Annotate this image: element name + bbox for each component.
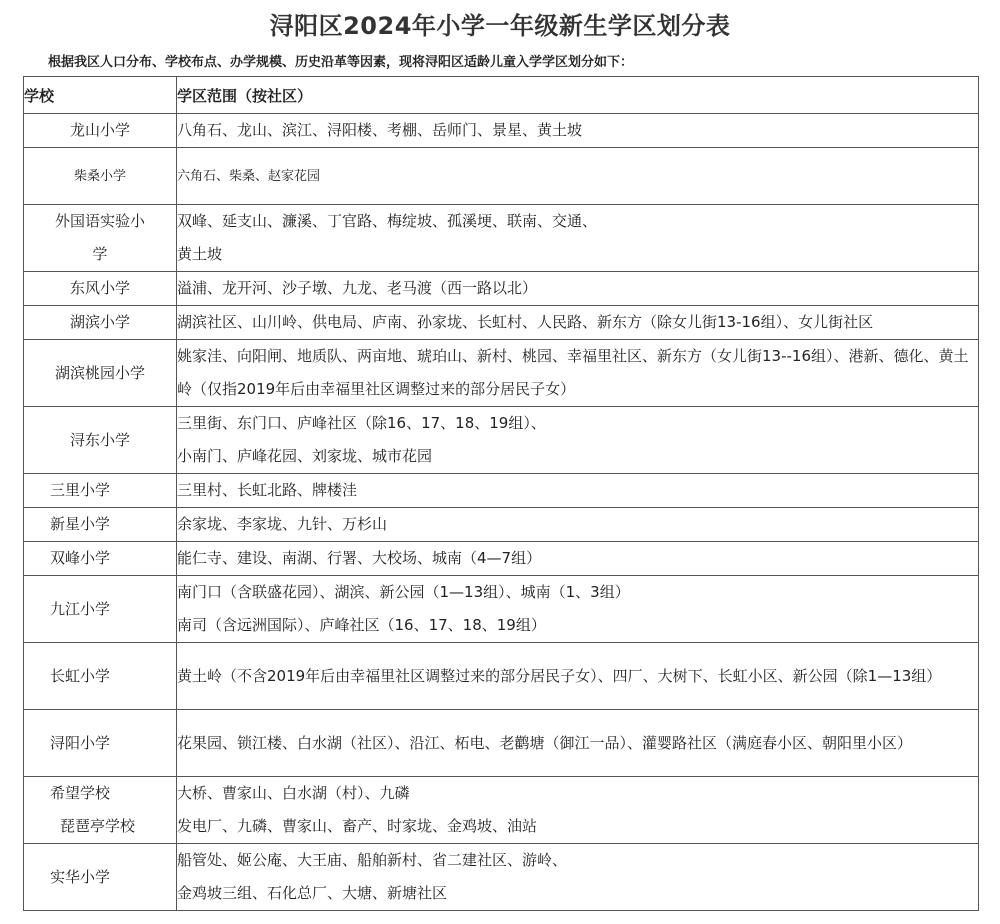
- range-text: 湖滨社区、山川岭、供电局、庐南、孙家垅、长虹村、人民路、新东方（除女儿街13-16组）、女儿街社区: [177, 313, 874, 331]
- school-cell: [24, 114, 177, 148]
- intro-text: 根据我区人口分布、学校布点、办学规模、历史沿革等因素，现将浔阳区适龄儿童入学学区划分如下：: [48, 55, 634, 70]
- school-cell: [24, 474, 177, 508]
- table-row: [24, 474, 979, 508]
- school-name: 九江小学: [50, 599, 111, 618]
- range-text: 三里街、东门口、庐峰社区（除16、17、18、19组）、: [177, 414, 546, 432]
- table-row: [24, 643, 979, 710]
- table-row: [24, 777, 979, 844]
- school-name: 长虹小学: [50, 666, 111, 685]
- table-row: [24, 508, 979, 542]
- range-cell: [177, 643, 979, 710]
- range-text: 溢浦、龙开河、沙子墩、九龙、老马渡（西一路以北）: [177, 279, 538, 297]
- range-cell: [177, 710, 979, 777]
- school-cell: [24, 508, 177, 542]
- range-text: 黄土岭（不含2019年后由幸福里社区调整过来的部分居民子女）、四厂、大树下、长虹小区、新公园（除1—13组）: [177, 666, 942, 685]
- school-name: 希望学校: [50, 784, 111, 802]
- header-range: 学区范围（按社区）: [177, 77, 979, 114]
- table-header-row: [24, 77, 979, 114]
- school-cell: [24, 272, 177, 306]
- school-district-table: [23, 76, 979, 911]
- school-name: 龙山小学: [69, 121, 130, 139]
- school-name: 外国语实验小: [54, 212, 145, 230]
- range-cell: [177, 407, 979, 474]
- range-cell: [177, 306, 979, 340]
- range-text: 姚家洼、向阳闸、地质队、两亩地、琥珀山、新村、桃园、幸福里社区、新东方（女儿街13--16组）、港新、德化、黄土岭（仅指2019年后由幸福里社区调整过来的部分居民子女）: [177, 347, 969, 398]
- table-row: [24, 710, 979, 777]
- school-name: 东风小学: [69, 279, 130, 297]
- range-cell: [177, 205, 979, 272]
- school-cell: [24, 576, 177, 643]
- school-name: 浔东小学: [69, 430, 130, 449]
- range-cell: [177, 474, 979, 508]
- school-name: 新星小学: [50, 515, 111, 533]
- range-cell: [177, 114, 979, 148]
- school-name: 湖滨小学: [69, 313, 130, 331]
- table-row: [24, 205, 979, 272]
- school-name: 琵琶亭学校: [60, 817, 136, 835]
- school-name: 浔阳小学: [50, 733, 111, 752]
- range-text: 双峰、延支山、濂溪、丁官路、梅绽坡、孤溪埂、联南、交通、: [177, 212, 598, 230]
- range-cell: [177, 777, 979, 844]
- range-text: 六角石、柴桑、赵家花园: [177, 168, 321, 184]
- school-name: 双峰小学: [50, 549, 111, 567]
- range-text: 金鸡坡三组、石化总厂、大塘、新塘社区: [177, 884, 448, 902]
- school-cell: [24, 205, 177, 272]
- table-row: [24, 844, 979, 911]
- range-text: 南门口（含联盛花园）、湖滨、新公园（1—13组）、城南（1、3组）: [177, 583, 630, 601]
- range-text: 大桥、曹家山、白水湖（村）、九磷: [177, 784, 410, 802]
- school-name: 柴桑小学: [73, 168, 126, 184]
- school-cell: [24, 340, 177, 407]
- range-cell: [177, 340, 979, 407]
- range-text: 黄土坡: [177, 245, 223, 263]
- range-cell: [177, 542, 979, 576]
- school-cell: [24, 844, 177, 911]
- range-text: 发电厂、九磷、曹家山、畜产、时家垅、金鸡坡、油站: [177, 817, 538, 835]
- table-row: [24, 340, 979, 407]
- school-cell: [24, 306, 177, 340]
- table-row: [24, 576, 979, 643]
- range-text: 余家垅、李家垅、九针、万杉山: [177, 515, 388, 533]
- school-cell: [24, 542, 177, 576]
- school-name: 学: [92, 245, 108, 263]
- range-cell: [177, 576, 979, 643]
- table-row: [24, 272, 979, 306]
- page-title: 浔阳区2024年小学一年级新生学区划分表: [269, 12, 731, 40]
- range-cell: [177, 844, 979, 911]
- school-cell: [24, 407, 177, 474]
- range-cell: [177, 508, 979, 542]
- range-text: 三里村、长虹北路、牌楼洼: [177, 481, 358, 499]
- header-school: 学校: [24, 77, 177, 114]
- range-text: 花果园、锁江楼、白水湖（社区）、沿江、柘电、老鹳塘（御江一品）、灌婴路社区（满庭春小区、朝阳里小区）: [177, 733, 913, 752]
- range-cell: [177, 272, 979, 306]
- school-name: 三里小学: [50, 481, 111, 499]
- school-cell: [24, 643, 177, 710]
- table-row: [24, 114, 979, 148]
- school-name: 实华小学: [50, 867, 111, 886]
- range-cell: [177, 148, 979, 205]
- school-cell: [24, 710, 177, 777]
- range-text: 船管处、姬公庵、大王庙、船舶新村、省二建社区、游岭、: [177, 851, 568, 869]
- table-row: [24, 148, 979, 205]
- table-row: [24, 407, 979, 474]
- table-row: [24, 306, 979, 340]
- school-cell: [24, 777, 177, 844]
- school-name: 湖滨桃园小学: [54, 363, 145, 382]
- range-text: 南司（含远洲国际）、庐峰社区（16、17、18、19组）: [177, 616, 546, 634]
- range-text: 能仁寺、建设、南湖、行署、大校场、城南（4—7组）: [177, 549, 542, 567]
- range-text: 小南门、庐峰花园、刘家垅、城市花园: [177, 447, 433, 465]
- table-row: [24, 542, 979, 576]
- school-cell: [24, 148, 177, 205]
- range-text: 八角石、龙山、滨江、浔阳楼、考棚、岳师门、景星、黄土坡: [177, 121, 583, 139]
